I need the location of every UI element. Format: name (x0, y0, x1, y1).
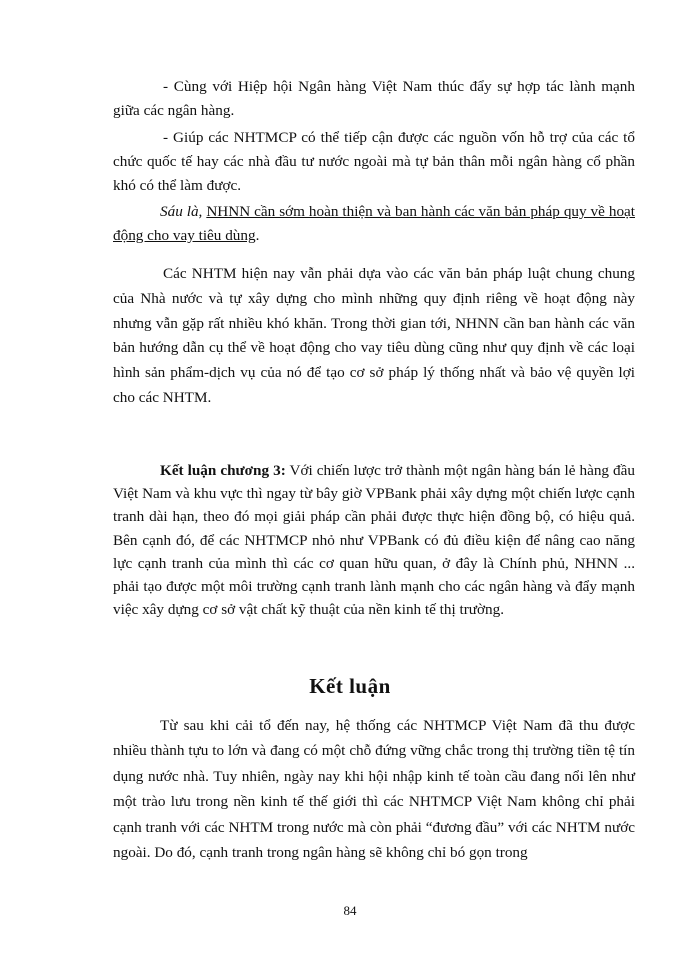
page-number: 84 (343, 903, 357, 918)
paragraph-text: - Cùng với Hiệp hội Ngân hàng Việt Nam thúc đẩy sự hợp tác lành mạnh giữa các ngân hàng. (113, 78, 635, 120)
paragraph-text: - Giúp các NHTMCP có thể tiếp cận được các nguồn vốn hỗ trợ của các tổ chức quốc tế hay các nhà đầu tư nước ngoài mà tự bản thân mỗi ngân hàng cổ phần khó có thể làm được. (113, 129, 635, 195)
section-heading: Kết luận (309, 674, 391, 698)
paragraph-text: Từ sau khi cải tổ đến nay, hệ thống các NHTMCP Việt Nam đã thu được nhiều thành tựu to lớn và đang có một chỗ đứng vững chắc trong thị trường tiền tệ tín dụng nước nhà. Tuy nhiên, ngày nay khi hội nhập kinh tế toàn cầu đang nổi lên như một trào lưu trong nền kinh tế thế giới thì các NHTMCP Việt Nam không chỉ phải cạnh tranh với các NHTM trong nước mà còn phải “đương đầu” với các NHTM nước ngoài. Do đó, cạnh tranh trong ngân hàng sẽ không chỉ bó gọn trong (113, 717, 635, 862)
underlined-recommendation: NHNN cần sớm hoàn thiện và ban hành các văn bản pháp quy về hoạt động cho vay tiêu dùng (113, 203, 635, 245)
bold-lead-text: Kết luận chương 3: (160, 462, 286, 479)
paragraph-sixth-recommendation (113, 200, 635, 248)
paragraph-text: Các NHTM hiện nay vẫn phải dựa vào các văn bản pháp luật chung chung của Nhà nước và tự xây dựng cho mình những quy định riêng về hoạt động này nhưng vẫn gặp rất nhiều khó khăn. Trong thời gian tới, NHNN cần ban hành các văn bản hướng dẫn cụ thể về hoạt động cho vay tiêu dùng cũng như quy định về các loại hình sản phẩm-dịch vụ của nó để tạo cơ sở pháp lý thống nhất và bảo vệ quyền lợi cho các NHTM. (113, 265, 635, 406)
paragraph-chapter-3-conclusion (113, 459, 635, 621)
paragraph-text: Với chiến lược trở thành một ngân hàng bán lẻ hàng đầu Việt Nam và khu vực thì ngay từ bây giờ VPBank phải xây dựng một chiến lược cạnh tranh dài hạn, theo đó mọi giải pháp cần phải được thực hiện đồng bộ, có hiệu quả. Bên cạnh đó, để các NHTMCP nhỏ như VPBank có đủ điều kiện để nâng cao năng lực cạnh tranh của mình thì các cơ quan hữu quan, ở đây là Chính phủ, NHNN ... phải tạo được một môi trường cạnh tranh lành mạnh cho các ngân hàng và đẩy mạnh việc xây dựng cơ sở vật chất kỹ thuật của nền kinh tế thị trường. (113, 462, 635, 619)
paragraph-bank-association-cooperation (113, 75, 635, 123)
italic-lead-text: Sáu là, (160, 203, 203, 220)
paragraph-conclusion-intro (113, 713, 635, 865)
paragraph-capital-access (113, 126, 635, 199)
paragraph-tail: . (255, 227, 260, 245)
paragraph-legal-framework (113, 262, 635, 411)
